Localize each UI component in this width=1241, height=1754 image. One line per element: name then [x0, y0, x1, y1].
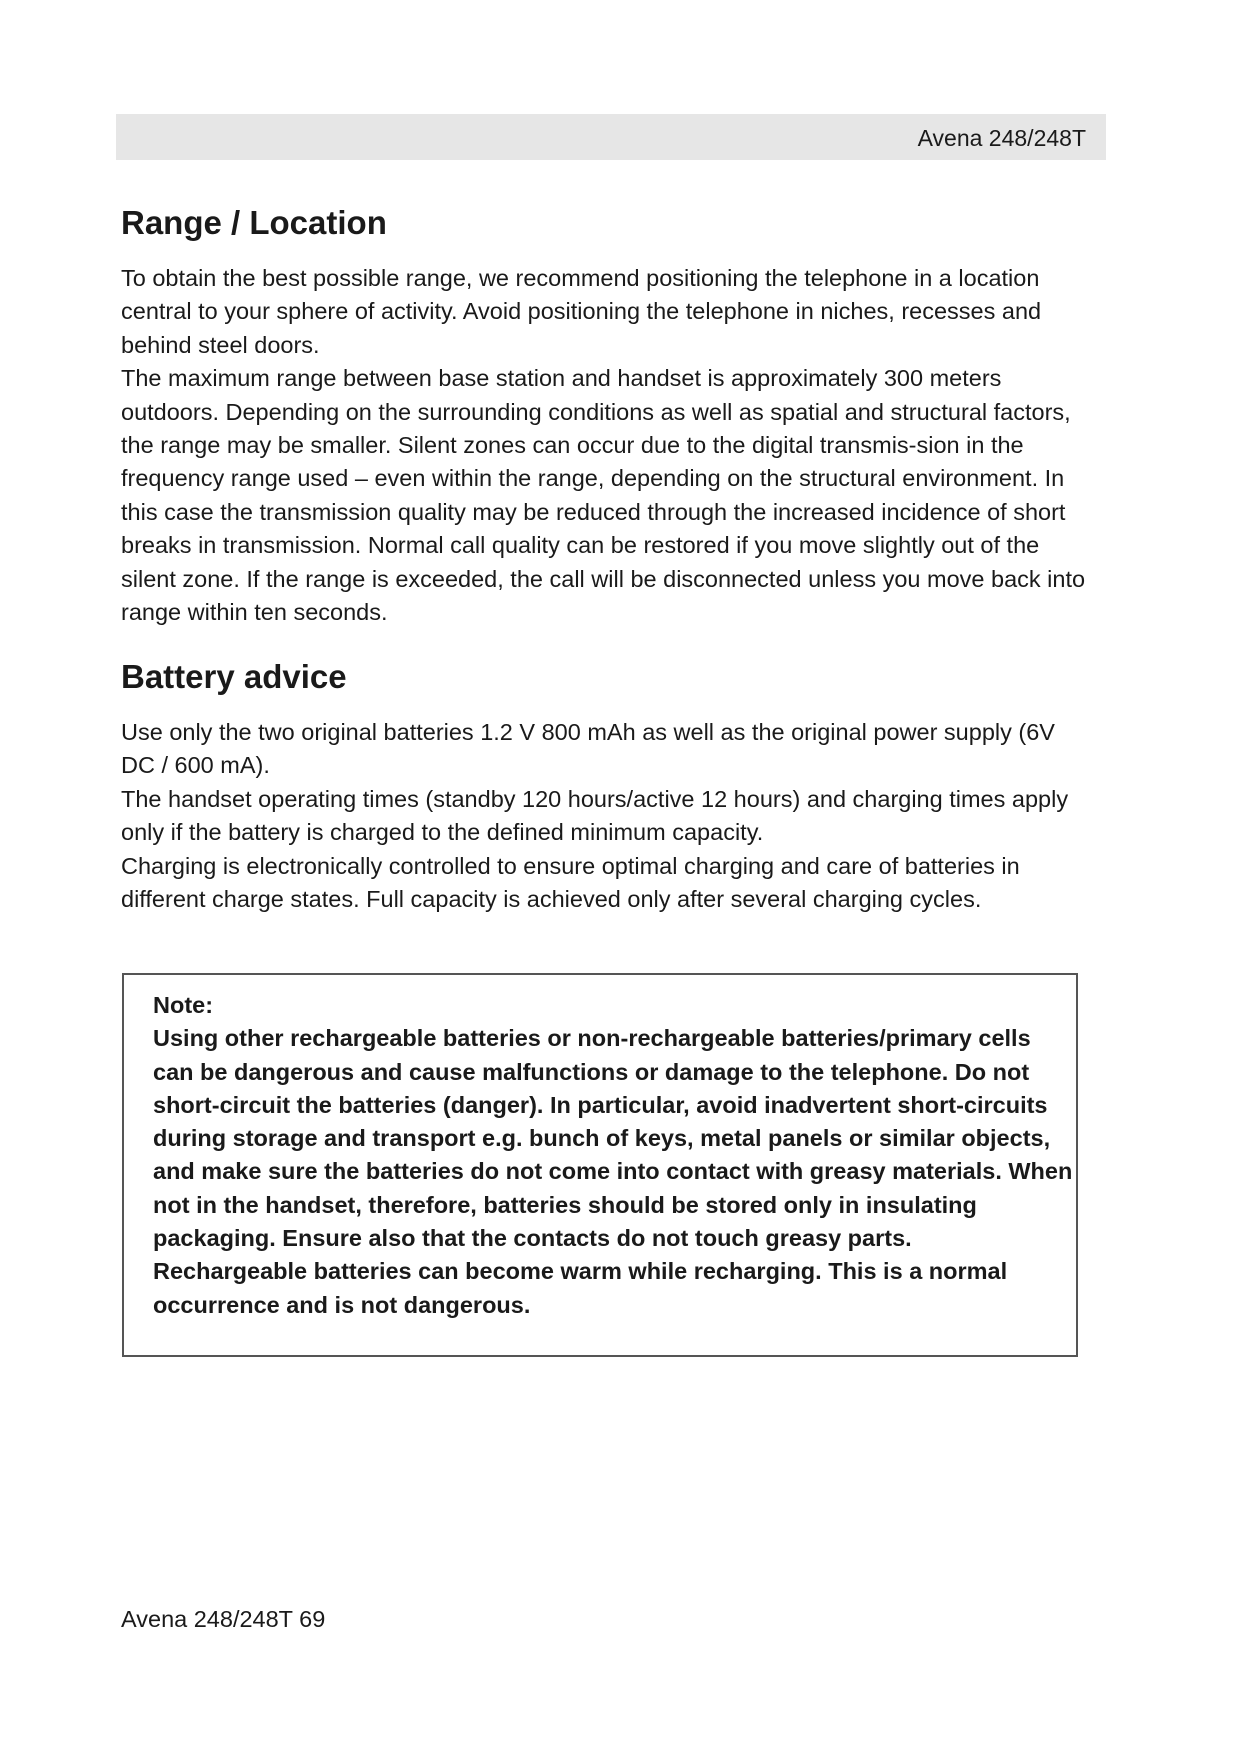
- note-paragraph: Rechargeable batteries can become warm while recharging. This is a normal occurrence and is not dangerous.: [153, 1258, 1008, 1318]
- range-location-text: [121, 262, 1091, 629]
- section-heading-battery-advice: Battery advice: [121, 658, 347, 695]
- note-box: [122, 973, 1078, 1357]
- section-heading-range-location: Range / Location: [121, 204, 387, 241]
- battery-advice-text: [121, 716, 1091, 916]
- header-title: Avena 248/248T: [917, 125, 1086, 151]
- note-label: Note:: [153, 992, 214, 1018]
- paragraph: Charging is electronically controlled to ensure optimal charging and care of batteries in different charge states. Full capacity is achieved only after several charging cycles.: [121, 852, 1020, 913]
- paragraph: The maximum range between base station and handset is approximately 300 meters outdoors. Depending on the surrounding conditions as well as spatial and structural factors, the range may be smaller. Silent zones can occur due to the digital transmis-sion in the frequency range used – even within the range, depending on the structural environment. In this case the transmission quality may be reduced through the increased incidence of short breaks in transmission. Normal call quality can be restored if you move slightly out of the silent zone. If the range is exceeded, the call will be disconnected unless you move back into range within ten seconds.: [121, 365, 1086, 626]
- note-content: [153, 989, 1073, 1322]
- page-footer: Avena 248/248T 69: [121, 1606, 326, 1632]
- page-header: [116, 114, 1106, 160]
- paragraph: The handset operating times (standby 120 hours/active 12 hours) and charging times apply only if the battery is charged to the defined minimum capacity.: [121, 785, 1069, 846]
- note-paragraph: Using other rechargeable batteries or non-rechargeable batteries/primary cells can be dangerous and cause malfunctions or damage to the telephone. Do not short-circuit the batteries (danger). In particular, avoid inadvertent short-circuits during storage and transport e.g. bunch of keys, metal panels or similar objects, and make sure the batteries do not come into contact with greasy materials. When not in the handset, therefore, batteries should be stored only in insulating packaging. Ensure also that the contacts do not touch greasy parts.: [153, 1025, 1073, 1252]
- paragraph: Use only the two original batteries 1.2 V 800 mAh as well as the original power supply (6V DC / 600 mA).: [121, 719, 1055, 779]
- paragraph: To obtain the best possible range, we recommend positioning the telephone in a location central to your sphere of activity. Avoid positioning the telephone in niches, recesses and behind steel doors.: [121, 265, 1042, 358]
